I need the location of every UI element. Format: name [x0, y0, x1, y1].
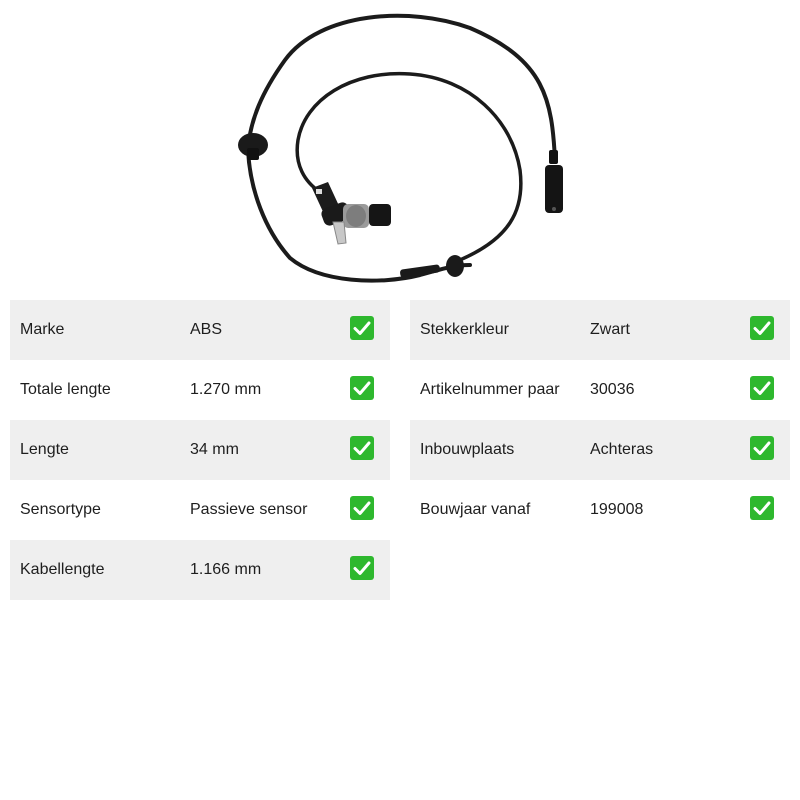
spec-value: Passieve sensor — [190, 501, 308, 518]
check-mark-icon — [750, 316, 774, 340]
spec-value: Zwart — [590, 321, 630, 338]
check-mark-icon — [350, 376, 374, 400]
check-mark-icon — [350, 496, 374, 520]
spec-value: 34 mm — [190, 441, 239, 458]
spec-label: Stekkerkleur — [420, 321, 509, 338]
check-mark-icon — [350, 436, 374, 460]
spec-row — [10, 300, 390, 360]
spec-label: Kabellengte — [20, 561, 105, 578]
spec-label: Inbouwplaats — [420, 441, 515, 458]
spec-label: Bouwjaar vanaf — [420, 501, 531, 518]
check-mark-icon — [750, 376, 774, 400]
spec-value: 199008 — [590, 501, 644, 518]
spec-row — [410, 480, 790, 540]
spec-value: Achteras — [590, 441, 654, 458]
spec-value: 1.270 mm — [190, 381, 262, 398]
spec-table-left — [10, 300, 390, 600]
spec-label: Totale lengte — [20, 381, 111, 398]
spec-value: ABS — [190, 321, 223, 338]
check-mark-icon — [350, 316, 374, 340]
spec-row — [10, 540, 390, 600]
spec-label: Sensortype — [20, 501, 101, 518]
spec-row — [10, 360, 390, 420]
spec-row — [410, 360, 790, 420]
spec-row — [410, 300, 790, 360]
check-mark-icon — [750, 496, 774, 520]
spec-label: Artikelnummer paar — [420, 381, 560, 398]
spec-label: Lengte — [20, 441, 69, 458]
spec-row — [10, 480, 390, 540]
abs-sensor-cable-image — [0, 0, 800, 292]
spec-value: 30036 — [590, 381, 635, 398]
spec-value: 1.166 mm — [190, 561, 262, 578]
spec-row — [410, 420, 790, 480]
spec-row — [10, 420, 390, 480]
check-mark-icon — [350, 556, 374, 580]
check-mark-icon — [750, 436, 774, 460]
spec-table-right — [410, 300, 790, 540]
spec-label: Marke — [20, 321, 65, 338]
